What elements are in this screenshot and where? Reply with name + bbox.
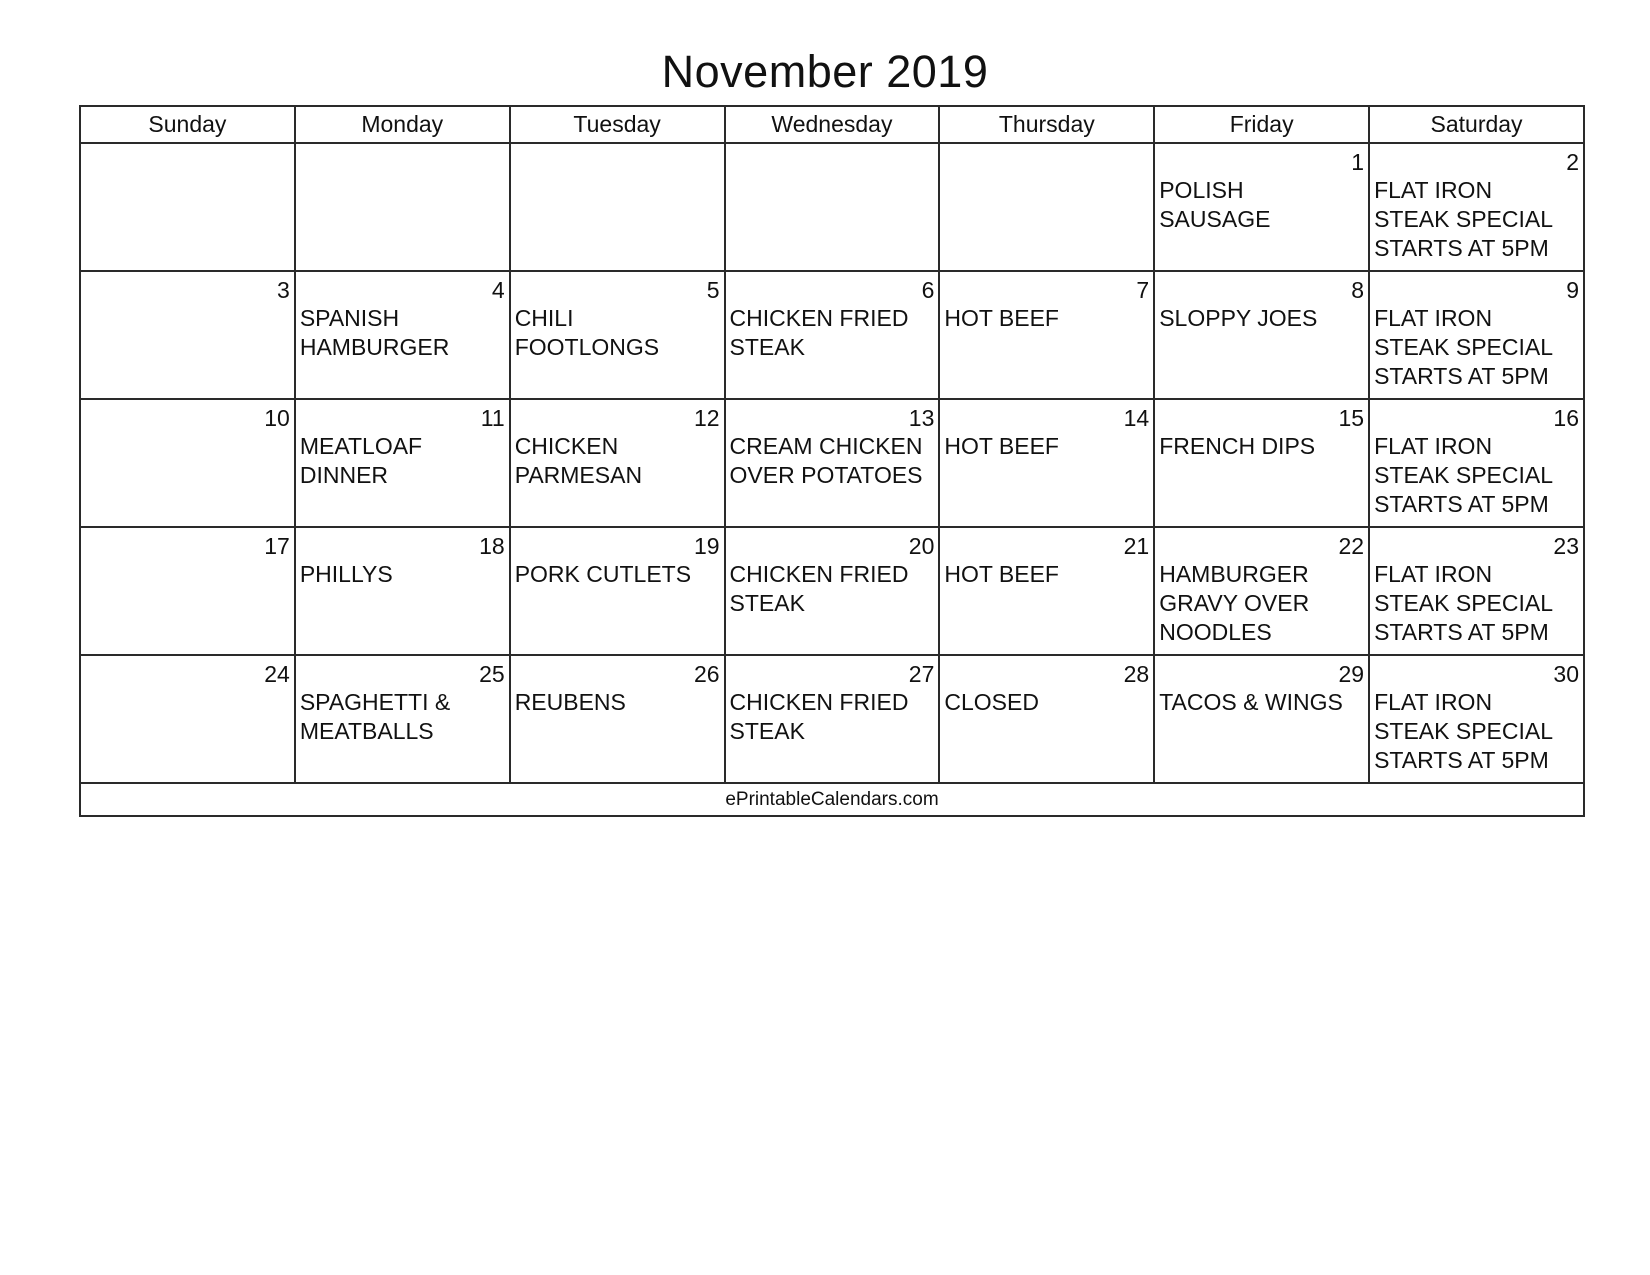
weekday-tuesday: Tuesday [510,106,725,143]
day-cell [939,399,1154,527]
day-number: 10 [264,405,290,431]
weekday-friday: Friday [1154,106,1369,143]
day-number: 22 [1338,533,1365,559]
day-cell [295,143,510,271]
day-cell [1369,527,1584,655]
day-cell [80,143,295,271]
day-menu-item: SPANISH HAMBURGER [299,305,450,360]
day-cell [510,143,725,271]
calendar-title: November 2019 [661,46,989,97]
day-cell [1369,271,1584,399]
weekday-header-row [80,106,1584,143]
day-menu-item: CHICKEN FRIED STEAK [729,305,909,360]
day-cell [1369,655,1584,783]
day-cell [939,143,1154,271]
day-cell [725,143,940,271]
day-menu-item: SLOPPY JOES [1159,305,1318,331]
day-menu-item: FLAT IRON STEAK SPECIAL STARTS AT 5PM [1374,305,1554,389]
calendar-grid [79,105,1585,817]
day-number: 20 [908,533,935,559]
week-row [80,399,1584,527]
day-menu-item: TACOS & WINGS [1159,689,1343,715]
day-menu-item: CHILI FOOTLONGS [514,305,660,360]
day-cell [939,527,1154,655]
day-cell [295,527,510,655]
day-number: 17 [264,533,290,559]
day-menu-item: CHICKEN FRIED STEAK [729,561,909,616]
weekday-monday: Monday [295,106,510,143]
week-row [80,143,1584,271]
day-menu-item: HOT BEEF [944,305,1059,331]
day-number: 27 [908,661,935,687]
day-menu-item: MEATLOAF DINNER [299,433,423,488]
day-cell [1369,399,1584,527]
weekday-wednesday: Wednesday [725,106,940,143]
day-menu-item: CLOSED [944,689,1039,715]
day-menu-item: HOT BEEF [944,433,1059,459]
day-number [296,144,509,176]
day-number: 7 [1136,277,1150,303]
day-number: 15 [1338,405,1365,431]
day-menu-item: CREAM CHICKEN OVER POTATOES [729,433,923,488]
day-cell [80,271,295,399]
day-cell [295,655,510,783]
day-number [940,144,1153,176]
day-cell [1369,143,1584,271]
day-cell [1154,655,1369,783]
week-row [80,527,1584,655]
day-cell [80,527,295,655]
day-number: 26 [693,661,720,687]
day-cell [725,399,940,527]
day-number: 18 [479,533,505,559]
day-cell [510,527,725,655]
day-number: 24 [264,661,290,687]
day-cell [1154,527,1369,655]
day-cell [725,271,940,399]
day-cell [725,655,940,783]
day-number: 1 [1351,149,1365,175]
day-number: 6 [921,277,935,303]
weekday-sunday: Sunday [80,106,295,143]
day-number: 11 [480,405,505,431]
day-cell [1154,399,1369,527]
day-number: 3 [277,277,290,303]
day-menu-item: FLAT IRON STEAK SPECIAL STARTS AT 5PM [1374,561,1554,645]
day-menu-item: FRENCH DIPS [1159,433,1316,459]
day-number: 23 [1553,533,1579,559]
day-menu-item: FLAT IRON STEAK SPECIAL STARTS AT 5PM [1374,689,1554,773]
day-number [726,144,939,176]
day-number: 9 [1566,277,1579,303]
weekday-saturday: Saturday [1369,106,1584,143]
day-menu-item: FLAT IRON STEAK SPECIAL STARTS AT 5PM [1374,433,1554,517]
day-cell [80,655,295,783]
day-menu-item: PHILLYS [299,561,393,587]
day-menu-item: PORK CUTLETS [514,561,692,587]
day-cell [510,399,725,527]
day-cell [510,655,725,783]
day-menu-item: CHICKEN FRIED STEAK [729,689,909,744]
day-menu-item: HAMBURGER GRAVY OVER NOODLES [1159,561,1310,645]
day-number: 14 [1123,405,1150,431]
day-number: 30 [1553,661,1579,687]
week-row [80,271,1584,399]
day-number: 13 [908,405,935,431]
day-number: 25 [479,661,505,687]
day-menu-item: HOT BEEF [944,561,1059,587]
footer-row [80,783,1584,816]
day-number: 28 [1123,661,1150,687]
day-cell [510,271,725,399]
day-number: 4 [491,277,505,303]
footer-credit: ePrintableCalendars.com [80,783,1584,816]
weekday-thursday: Thursday [939,106,1154,143]
day-number: 21 [1123,533,1150,559]
day-number: 16 [1553,405,1579,431]
day-cell [939,655,1154,783]
day-number [81,144,294,176]
day-number: 12 [693,405,720,431]
day-number: 2 [1566,149,1579,175]
day-cell [725,527,940,655]
week-row [80,655,1584,783]
day-cell [939,271,1154,399]
day-number: 5 [706,277,720,303]
day-cell [295,399,510,527]
day-cell [1154,271,1369,399]
day-menu-item: CHICKEN PARMESAN [514,433,643,488]
day-number: 19 [693,533,720,559]
day-cell [80,399,295,527]
day-menu-item: POLISH SAUSAGE [1159,177,1271,232]
day-number: 8 [1351,277,1365,303]
day-menu-item: REUBENS [514,689,626,715]
day-menu-item: FLAT IRON STEAK SPECIAL STARTS AT 5PM [1374,177,1554,261]
day-cell [295,271,510,399]
day-cell [1154,143,1369,271]
day-number: 29 [1338,661,1365,687]
day-menu-item: SPAGHETTI & MEATBALLS [299,689,451,744]
day-number [511,144,724,176]
